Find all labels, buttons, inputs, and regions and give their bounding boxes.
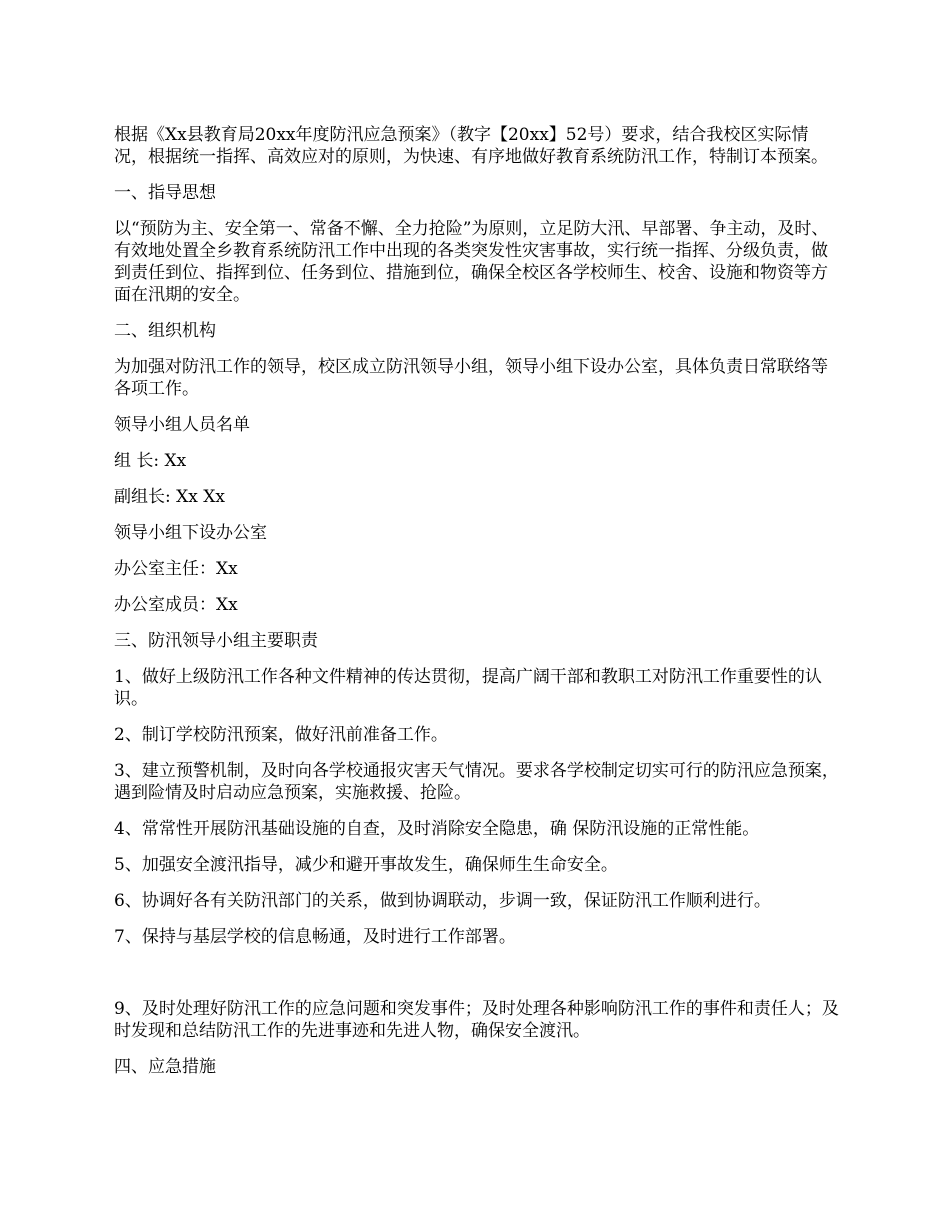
section-heading-emergency-measures: 四、应急措施 xyxy=(114,1057,216,1077)
office-members-line: 办公室成员：Xx xyxy=(114,595,238,615)
duty-item-5: 5、加强安全渡汛指导，减少和避开事故发生，确保师生生命安全。 xyxy=(114,855,618,875)
duty-item-6: 6、协调好各有关防汛部门的关系，做到协调联动，步调一致，保证防汛工作顺利进行。 xyxy=(114,891,771,911)
leadership-list-title: 领导小组人员名单 xyxy=(114,415,250,435)
duty-item-1: 1、做好上级防汛工作各种文件精神的传达贯彻，提高广阔干部和教职工对防汛工作重要性的认识。 xyxy=(114,667,822,709)
duty-item-7: 7、保持与基层学校的信息畅通，及时进行工作部署。 xyxy=(114,927,516,947)
duty-item-9: 9、及时处理好防汛工作的应急问题和突发事件；及时处理各种影响防汛工作的事件和责任人；及时发现和总结防汛工作的先进事迹和先进人物，确保安全渡汛。 xyxy=(114,999,839,1041)
office-director-line: 办公室主任：Xx xyxy=(114,559,238,579)
organization-paragraph: 为加强对防汛工作的领导，校区成立防汛领导小组，领导小组下设办公室，具体负责日常联络等各项工作。 xyxy=(114,357,828,399)
duty-item-3: 3、建立预警机制，及时向各学校通报灾害天气情况。要求各学校制定切实可行的防汛应急预案，遇到险情及时启动应急预案，实施救援、抢险。 xyxy=(114,761,839,803)
intro-paragraph: 根据《Xx县教育局20xx年度防汛应急预案》（教字【20xx】52号）要求，结合我校区实际情况，根据统一指挥、高效应对的原则，为快速、有序地做好教育系统防汛工作，特制订本预案。 xyxy=(114,125,828,167)
duty-item-4: 4、常常性开展防汛基础设施的自查，及时消除安全隐患，确 保防汛设施的正常性能。 xyxy=(114,819,760,839)
deputy-leader-line: 副组长: Xx Xx xyxy=(114,487,225,507)
duty-item-2: 2、制订学校防汛预案，做好汛前准备工作。 xyxy=(114,725,448,745)
guiding-ideology-paragraph: 以“预防为主、安全第一、常备不懈、全力抢险”为原则，立足防大汛、早部署、争主动，及时、有效地处置全乡教育系统防汛工作中出现的各类突发性灾害事故，实行统一指挥、分级负责，做到责任到位、指挥到位、任务到位、措施到位，确保全校区各学校师生、校舍、设施和物资等方面在汛期的安全。 xyxy=(114,219,829,305)
office-heading: 领导小组下设办公室 xyxy=(114,523,267,543)
document-body xyxy=(114,124,839,1092)
blank-gap xyxy=(114,962,839,998)
leader-line: 组 长: Xx xyxy=(114,451,187,471)
section-heading-organization: 二、组织机构 xyxy=(114,321,216,341)
section-heading-guiding-ideology: 一、指导思想 xyxy=(114,183,216,203)
section-heading-duties: 三、防汛领导小组主要职责 xyxy=(114,631,318,651)
